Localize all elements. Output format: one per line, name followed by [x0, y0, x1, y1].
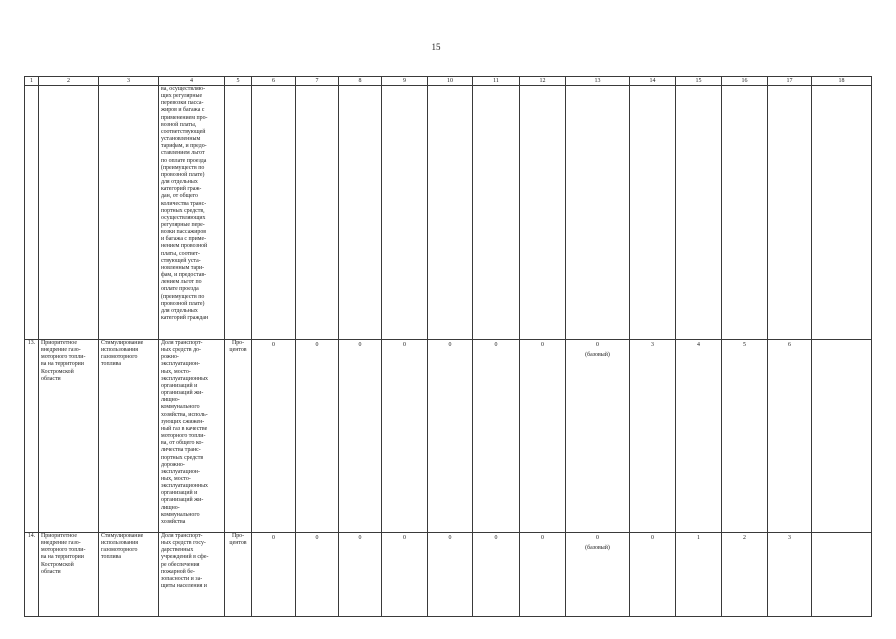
indicator-text: Доля транспорт- ных средств до- рожно- эксплуатацион- ных, мосто- эксплуатационных организаций и организаций жи- лищно- коммунального хозяйства, исполь- зующих сжижен- ный газ в качестве моторного топли- ва, от общего ко- личества транс- портных средств дорожно- эксплуатацион- ных, мосто- эксплуатационных организаций и организаций жи- лищно- коммунального хозяйства — [161, 340, 208, 525]
row-number: 14. — [25, 533, 39, 617]
header-cell: 11 — [473, 77, 520, 86]
value-cell: 0 — [403, 535, 406, 541]
program-name: Приоритетное внедрение газо- моторного топли- ва на территории Костромской области — [41, 340, 86, 382]
row-number: 13. — [25, 340, 39, 533]
header-cell: 12 — [520, 77, 566, 86]
value-cell: 0 — [272, 535, 275, 541]
header-cell: 14 — [630, 77, 676, 86]
value-cell: 0 — [315, 535, 319, 541]
value-cell: 0 — [596, 535, 599, 541]
value-cell: 0 — [448, 535, 452, 541]
header-cell: 15 — [676, 77, 722, 86]
table-row — [25, 86, 872, 340]
value-cell: 0 — [403, 342, 406, 348]
indicator-text: Доля транспорт- ных средств госу- дарственных учреждений в сфе- ре обеспечения пожарной бе- зопасности и за- щиты населения и — [161, 533, 209, 590]
value-cell: 0 — [358, 535, 362, 541]
header-cell: 3 — [99, 77, 159, 86]
header-cell: 5 — [225, 77, 252, 86]
header-cell: 18 — [812, 77, 872, 86]
value-cell: 0 — [596, 342, 599, 348]
value-cell: 0 — [358, 342, 362, 348]
header-cell: 16 — [722, 77, 768, 86]
measure-name: Стимулирование использования газомоторного топлива — [101, 533, 144, 561]
unit: Про- центов — [229, 533, 247, 547]
indicators-table — [24, 76, 872, 617]
header-cell: 17 — [768, 77, 812, 86]
header-row — [25, 77, 872, 86]
value-cell: 0 — [494, 342, 498, 348]
header-cell: 6 — [252, 77, 296, 86]
value-cell: 4 — [697, 342, 700, 348]
value-cell: 0 — [448, 342, 452, 348]
value-cell: 0 — [651, 535, 654, 541]
value-cell: 0 — [541, 535, 544, 541]
header-cell: 4 — [159, 77, 225, 86]
value-cell: 1 — [697, 535, 700, 541]
unit: Про- центов — [229, 340, 247, 354]
measure-name: Стимулирование использования газомоторного топлива — [101, 340, 144, 368]
value-cell: 3 — [651, 342, 654, 348]
value-cell: 0 — [494, 535, 498, 541]
indicator-text: ва, осуществляю- щих регулярные перевозки пасса- жиров и багажа с применением про- возной платы, соответствующей установленным тарифам, и предо- ставлением льгот по оплате проезда (преимуществ по провозной плате) для отдельных категорий граж- дан, от общего количества транс- портных средств, осуществляющих регулярные пере- возки пассажиров и багажа с приме- нением провозной платы, соответ- ствующей уста- новленным тари- фам, и предостав- лением льгот по оплате проезда (преимуществ по провозной плате) для отдельных категорий граждан — [161, 86, 209, 321]
header-cell: 10 — [428, 77, 473, 86]
header-cell: 1 — [25, 77, 39, 86]
value-cell: 6 — [788, 342, 791, 348]
table-row — [25, 533, 872, 617]
value-cell: 3 — [788, 535, 791, 541]
header-cell: 2 — [39, 77, 99, 86]
base-year-note: (базовый) — [585, 545, 610, 552]
value-cell: 2 — [743, 535, 746, 541]
header-cell: 9 — [382, 77, 428, 86]
value-cell: 0 — [541, 342, 544, 348]
base-year-note: (базовый) — [585, 352, 610, 359]
header-cell: 8 — [339, 77, 382, 86]
header-cell: 13 — [566, 77, 630, 86]
value-cell: 0 — [272, 342, 275, 348]
value-cell: 5 — [743, 342, 746, 348]
header-cell: 7 — [296, 77, 339, 86]
table-row — [25, 340, 872, 533]
program-name: Приоритетное внедрение газо- моторного топли- ва на территории Костромской области — [41, 533, 86, 575]
page-number: 15 — [431, 42, 441, 52]
value-cell: 0 — [315, 342, 319, 348]
